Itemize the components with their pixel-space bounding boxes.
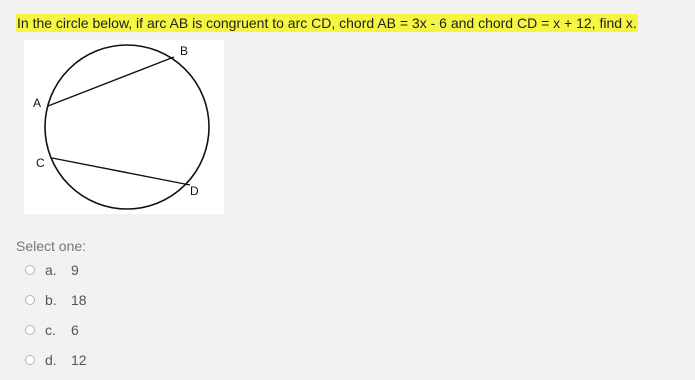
radio-option-d[interactable] — [25, 355, 35, 365]
label-a: A — [33, 96, 42, 110]
option-value: 12 — [71, 352, 87, 368]
option-letter: a. — [45, 262, 57, 278]
option-value: 18 — [71, 292, 87, 308]
label-c: C — [36, 156, 45, 170]
radio-option-c[interactable] — [25, 325, 35, 335]
answer-options — [25, 260, 87, 380]
option-d[interactable] — [25, 350, 87, 370]
option-c[interactable] — [25, 320, 87, 340]
radio-option-a[interactable] — [25, 265, 35, 275]
label-b: B — [180, 44, 189, 58]
option-value: 9 — [71, 262, 79, 278]
question-text: In the circle below, if arc AB is congruent to arc CD, chord AB = 3x - 6 and chord CD = x + 12, find x. — [17, 15, 637, 31]
option-value: 6 — [71, 322, 79, 338]
option-letter: b. — [45, 292, 57, 308]
option-a[interactable] — [25, 260, 87, 280]
label-d: D — [190, 184, 199, 198]
option-letter: c. — [45, 322, 56, 338]
chord-ab — [48, 57, 174, 106]
select-one-label: Select one: — [16, 238, 87, 254]
chord-cd — [52, 158, 190, 185]
option-b[interactable] — [25, 290, 87, 310]
radio-option-b[interactable] — [25, 295, 35, 305]
option-letter: d. — [45, 352, 57, 368]
circle-diagram — [24, 40, 224, 214]
